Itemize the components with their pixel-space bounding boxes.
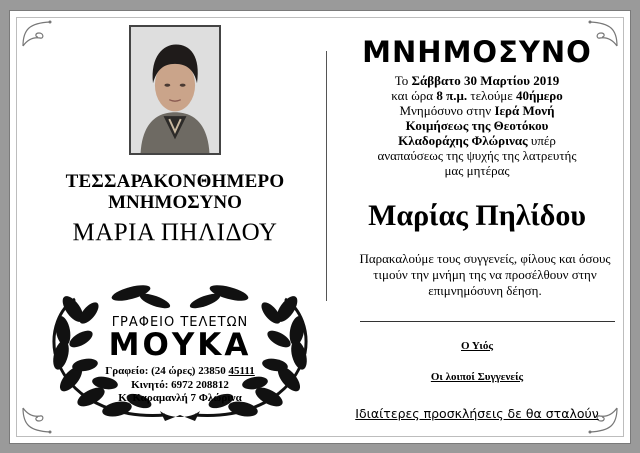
funeral-home-logo	[45, 279, 315, 427]
memorial-card	[9, 10, 631, 444]
deceased-name-caps: ΜΑΡΙΑ ΠΗΛΙΔΟΥ	[72, 219, 278, 246]
announcement-type-title: ΤΕΣΣΑΡΑΚΟΝΘΗΜΕΡΟ	[65, 171, 285, 192]
footnote: Ιδιαίτερες προσκλήσεις δε θα σταλούν	[355, 406, 599, 421]
funeral-home-name: ΜΟΥΚΑ	[108, 327, 252, 363]
invitation-text: Παρακαλούμε τους συγγενείς, φίλους και όσους τιμούν την μνήμη της να προσέλθουν στην επιμνημόσυνη δέηση.	[359, 251, 611, 298]
ceremony-details: Το Σάββατο 30 Μαρτίου 2019 και ώρα 8 π.μ. τελούμε 40ήμερο Μνημόσυνο στην Ιερά Μονή Κοιμήσεως της Θεοτόκου Κλαδοράχης Φλώρινας υπέρ αναπαύσεως της ψυχής της λατρευτής μας μητέρας	[377, 73, 577, 178]
vertical-divider	[326, 51, 327, 301]
signature-son: Ο Υιός	[461, 340, 493, 352]
address: Κ. Καραμανλή 7 Φλώρινα	[118, 392, 242, 404]
mobile-phone: Κινητό: 6972 208812	[131, 379, 229, 391]
signature-relatives: Οι λοιποί Συγγενείς	[430, 371, 524, 383]
deceased-portrait	[129, 25, 221, 155]
announcement-type-subtitle: ΜΝΗΜΟΣΥΝΟ	[108, 192, 242, 213]
deceased-name: Μαρίας Πηλίδου	[368, 199, 586, 232]
office-phone: Γραφείο: (24 ώρες) 23850 45111	[105, 365, 255, 377]
corner-ornament-icon	[20, 19, 56, 49]
memorial-headline: ΜΝΗΜΟΣΥΝΟ	[362, 35, 592, 69]
horizontal-divider	[360, 321, 615, 322]
funeral-home-label: ΓΡΑΦΕΙΟ ΤΕΛΕΤΩΝ	[111, 315, 249, 330]
